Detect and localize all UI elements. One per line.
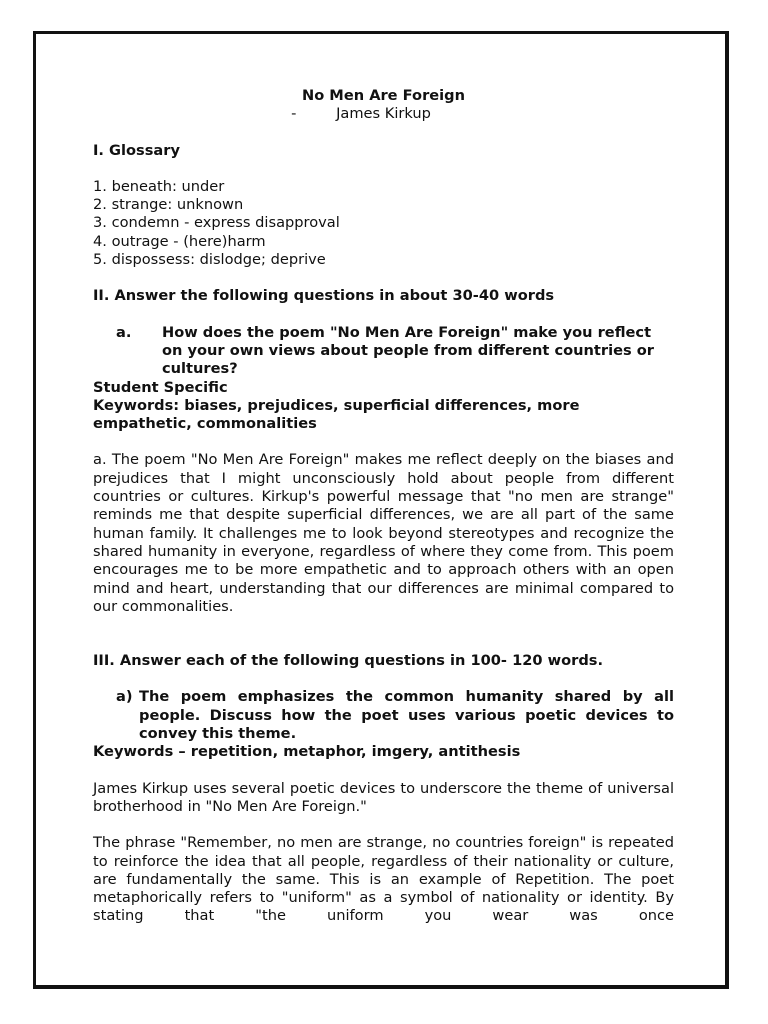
glossary-item: 4. outrage - (here)harm [93, 232, 266, 250]
section2-answer: a. The poem "No Men Are Foreign" makes me reflect deeply on the biases and prejudices that I might unconsciously hold about people from different countries or cultures. Kirkup's powerful message that "no men are strange" reminds me that despite superficial differences, we are all part of the same human family. It challenges me to look beyond stereotypes and recognize the shared humanity in everyone, regardless of where they come from. This poem encourages me to be more empathetic and to approach others with an open mind and heart, understanding that our differences are minimal compared to our commonalities. [93, 451, 674, 615]
section2-keywords: Keywords: biases, prejudices, superficial differences, more empathetic, commonalities [93, 396, 580, 433]
document-title: No Men Are Foreign [301, 87, 466, 104]
author-dash: - [291, 105, 297, 123]
glossary-list [93, 178, 674, 269]
section3-heading: III. Answer each of the following questions in 100- 120 words. [93, 652, 603, 670]
section2-heading: II. Answer the following questions in about 30-40 words [93, 287, 555, 305]
document-author: James Kirkup [336, 105, 431, 123]
section2-question [93, 324, 674, 379]
glossary-item: 5. dispossess: dislodge; deprive [93, 251, 326, 269]
section3-question [93, 688, 674, 743]
glossary-item: 3. condemn - express disapproval [93, 214, 340, 232]
glossary-heading: I. Glossary [93, 141, 180, 159]
question-text: The poem emphasizes the common humanity shared by all people. Discuss how the poet uses various poetic devices to convey this theme. [139, 688, 674, 743]
question-marker: a) [116, 688, 133, 706]
section3-keywords: Keywords – repetition, metaphor, imgery, antithesis [93, 743, 521, 761]
question-text: How does the poem "No Men Are Foreign" make you reflect on your own views about people from different countries or cultures? [162, 323, 654, 378]
glossary-item: 1. beneath: under [93, 177, 225, 195]
question-marker: a. [116, 323, 132, 341]
document-body [93, 87, 674, 926]
student-specific-label: Student Specific [93, 378, 228, 396]
glossary-item: 2. strange: unknown [93, 196, 244, 214]
section3-paragraph-1: James Kirkup uses several poetic devices to underscore the theme of universal brotherhood in "No Men Are Foreign." [93, 779, 674, 815]
document-author-line [93, 105, 674, 123]
section3-paragraph-2: The phrase "Remember, no men are strange, no countries foreign" is repeated to reinforce the idea that all people, regardless of their nationality or culture, are fundamentally the same. This is an example of Repetition. The poet metaphorically refers to "uniform" as a symbol of nationality or identity. By stating that "the uniform you wear was once [93, 834, 674, 925]
